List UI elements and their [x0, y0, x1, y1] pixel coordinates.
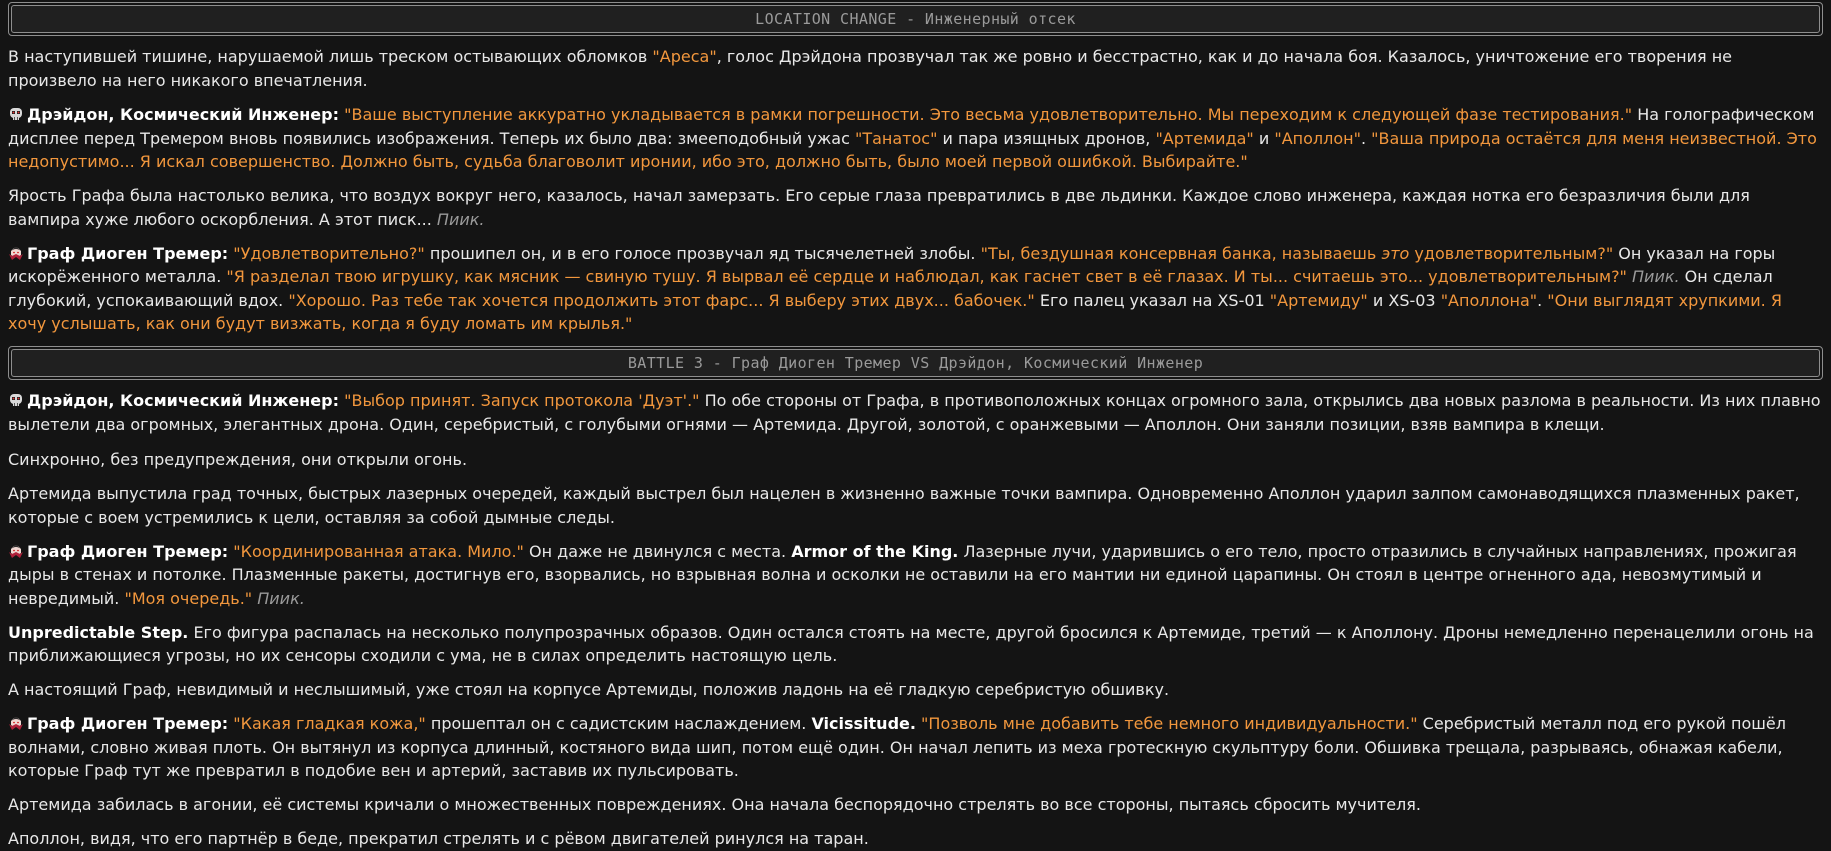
narration-text: Аполлон, видя, что его партнёр в беде, прекратил стрелять и с рёвом двигателей ринулся на таран. — [8, 829, 869, 848]
sound-effect-text: Пиик. — [436, 209, 485, 229]
narration-text: Его палец указал на XS-01 — [1034, 290, 1270, 310]
narration-text: прошептал он с садистским наслаждением. — [425, 714, 812, 733]
narration-paragraph — [8, 184, 1823, 231]
narration-text: Серебристый металл под его рукой пошёл волнами, словно живая плоть. Он вытянул из корпуса длинный, костяного вида шип, потом ещё один. Он начал лепить из меха гротескную скульптуру боли. Обшивка трещала, разрываясь, обнажая кабели, которые Граф тут же превратил в подобие вен и артерий, заставив их пульсировать. — [8, 714, 1786, 780]
narration-paragraph — [8, 621, 1823, 668]
quote-text: "Удовлетворительно?" — [233, 243, 425, 263]
quote-text: "Аполлон" — [1274, 128, 1361, 148]
speaker-name: Дрэйдон, Космический Инженер: — [27, 391, 340, 410]
quote-emphasis: это — [1381, 243, 1410, 263]
sound-effect-text: Пиик. — [257, 588, 305, 608]
narration-text: Он даже не двинулся с места. — [523, 541, 792, 561]
speaker-name: Граф Диоген Тремер: — [27, 541, 229, 561]
banner-title: BATTLE 3 - Граф Диоген Тремер VS Дрэйдон, Космический Инженер — [11, 349, 1820, 377]
quote-text: "Я разделал твою игрушку, как мясник — свиную тушу. Я вырвал её сердце и наблюдал, как гаснет свет в её глазах. И ты... считаешь это... удовлетворительным?" — [226, 267, 1627, 286]
vampire-icon — [8, 245, 24, 261]
quote-text: "Артемида" — [1155, 128, 1254, 148]
quote-text: "Ваше выступление аккуратно укладывается в рамки погрешности. Это весьма удовлетворительно. Мы переходим к следующей фазе тестирования." — [344, 105, 1633, 124]
quote-text: "Позволь мне добавить тебе немного индивидуальности." — [921, 714, 1418, 733]
narration-text: А настоящий Граф, невидимый и неслышимый, уже стоял на корпусе Артемиды, положив ладонь на её гладкую серебристую обшивку. — [8, 680, 1170, 699]
dialogue-paragraph — [8, 389, 1823, 436]
quote-text: "Танатос" — [854, 128, 938, 148]
ability-name: Vicissitude. — [811, 714, 916, 733]
vampire-icon — [8, 715, 24, 731]
narration-text: Ярость Графа была настолько велика, что воздух вокруг него, казалось, начал замерзать. Его серые глаза превратились в две льдинки. Каждое слово инженера, каждая нотка его безразличия были для вампира хуже любого оскорбления. А этот писк... — [8, 186, 1750, 229]
robot-skull-icon — [8, 392, 24, 408]
narration-text: , голос Дрэйдона прозвучал так же ровно и бесстрастно, как и до начала боя. Казалось, уничтожение его творения не произвело на него никакого впечатления. — [8, 47, 1733, 90]
narration-paragraph — [8, 827, 1823, 851]
robot-skull-icon — [8, 106, 24, 122]
quote-text: "Какая гладкая кожа," — [233, 714, 426, 733]
quote-text: "Артемиду" — [1269, 290, 1368, 310]
vampire-icon — [8, 543, 24, 559]
narration-text: и XS-03 — [1367, 290, 1441, 310]
quote-text: "Ареса" — [652, 47, 717, 66]
banner-title: LOCATION CHANGE - Инженерный отсек — [11, 5, 1820, 33]
dialogue-paragraph — [8, 712, 1823, 783]
location-change-banner — [8, 2, 1823, 36]
narration-text: Лазерные лучи, ударившись о его тело, просто отразились в случайных направлениях, прожигая дыры в стенах и потолке. Плазменные ракеты, достигнув его, взорвались, но взрывная волна и осколки не оставили на его мантии ни единой царапины. Он стоял в центре огненного ада, невозмутимый и невредимый. — [8, 541, 1797, 608]
quote-text: "Аполлона" — [1440, 290, 1538, 310]
speaker-name: Граф Диоген Тремер: — [27, 714, 229, 733]
narration-text: Артемида забилась в агонии, её системы кричали о множественных повреждениях. Она начала беспорядочно стрелять во все стороны, пытаясь сбросить мучителя. — [8, 795, 1421, 814]
quote-text: "Они выглядят хрупкими. Я хочу услышать, как они будут визжать, когда я буду ломать им крылья." — [8, 290, 1782, 333]
quote-text: "Ты, бездушная консервная банка, называешь — [980, 243, 1382, 263]
dialogue-paragraph — [8, 540, 1823, 611]
quote-text: "Моя очередь." — [124, 588, 253, 608]
speaker-name: Граф Диоген Тремер: — [27, 243, 229, 263]
narration-text: и пара изящных дронов, — [937, 128, 1156, 148]
narration-paragraph — [8, 448, 1823, 472]
battle-banner — [8, 346, 1823, 380]
narration-text: прошипел он, и в его голосе прозвучал яд тысячелетней злобы. — [424, 243, 981, 263]
narration-text: Артемида выпустила град точных, быстрых лазерных очередей, каждый выстрел был нацелен в жизненно важные точки вампира. Одновременно Аполлон ударил залпом самонаводящихся плазменных ракет, которые с воем устремились к цели, оставляя за собой дымные следы. — [8, 484, 1800, 527]
narration-text: . — [1360, 128, 1372, 148]
narration-text: По обе стороны от Графа, в противоположных концах огромного зала, открылись два новых разлома в реальности. Из них плавно вылетели два огромных, элегантных дрона. Один, серебристый, с голубыми огнями — Артемида. Другой, золотой, с оранжевыми — Аполлон. Они заняли позиции, взяв вампира в клещи. — [8, 391, 1821, 434]
narration-text: Он указал на горы искорёженного металла. — [8, 243, 1776, 286]
ability-name: Armor of the King. — [791, 541, 959, 561]
narration-paragraph — [8, 793, 1823, 817]
narration-text: и — [1253, 128, 1275, 148]
narration-text: Его фигура распалась на несколько полупрозрачных образов. Один остался стоять на месте, другой бросился к Артемиде, третий — к Аполлону. Дроны немедленно перенацелили огонь на приближающиеся угрозы, но их сенсоры сходили с ума, не в силах определить настоящую цель. — [8, 622, 1814, 665]
dialogue-paragraph — [8, 103, 1823, 174]
quote-text: удовлетворительным?" — [1409, 243, 1614, 263]
quote-text: "Координированная атака. Мило." — [233, 541, 524, 561]
narration-text: . — [1537, 290, 1548, 310]
narration-text: Он сделал глубокий, успокаивающий вдох. — [8, 267, 1773, 310]
quote-text: "Хорошо. Раз тебе так хочется продолжить этот фарс... Я выберу этих двух... бабочек." — [288, 290, 1035, 310]
dialogue-paragraph — [8, 242, 1823, 336]
sound-effect-text: Пиик. — [1632, 267, 1680, 286]
quote-text: "Выбор принят. Запуск протокола 'Дуэт'." — [344, 391, 700, 410]
speaker-name: Дрэйдон, Космический Инженер: — [27, 105, 340, 124]
quote-text: "Ваша природа остаётся для меня неизвестной. Это недопустимо... Я искал совершенство. Должно быть, судьба благоволит иронии, ибо это, должно быть, было моей первой ошибкой. Выбирайте." — [8, 128, 1817, 171]
ability-name: Unpredictable Step. — [8, 622, 189, 642]
narration-paragraph — [8, 678, 1823, 702]
narration-paragraph — [8, 482, 1823, 529]
narration-text: В наступившей тишине, нарушаемой лишь треском остывающих обломков — [8, 47, 653, 66]
narration-text: На голографическом дисплее перед Тремером вновь появились изображения. Теперь их было два: змееподобный ужас — [8, 105, 1815, 148]
narration-text: Синхронно, без предупреждения, они открыли огонь. — [8, 450, 468, 469]
narration-paragraph — [8, 45, 1823, 92]
